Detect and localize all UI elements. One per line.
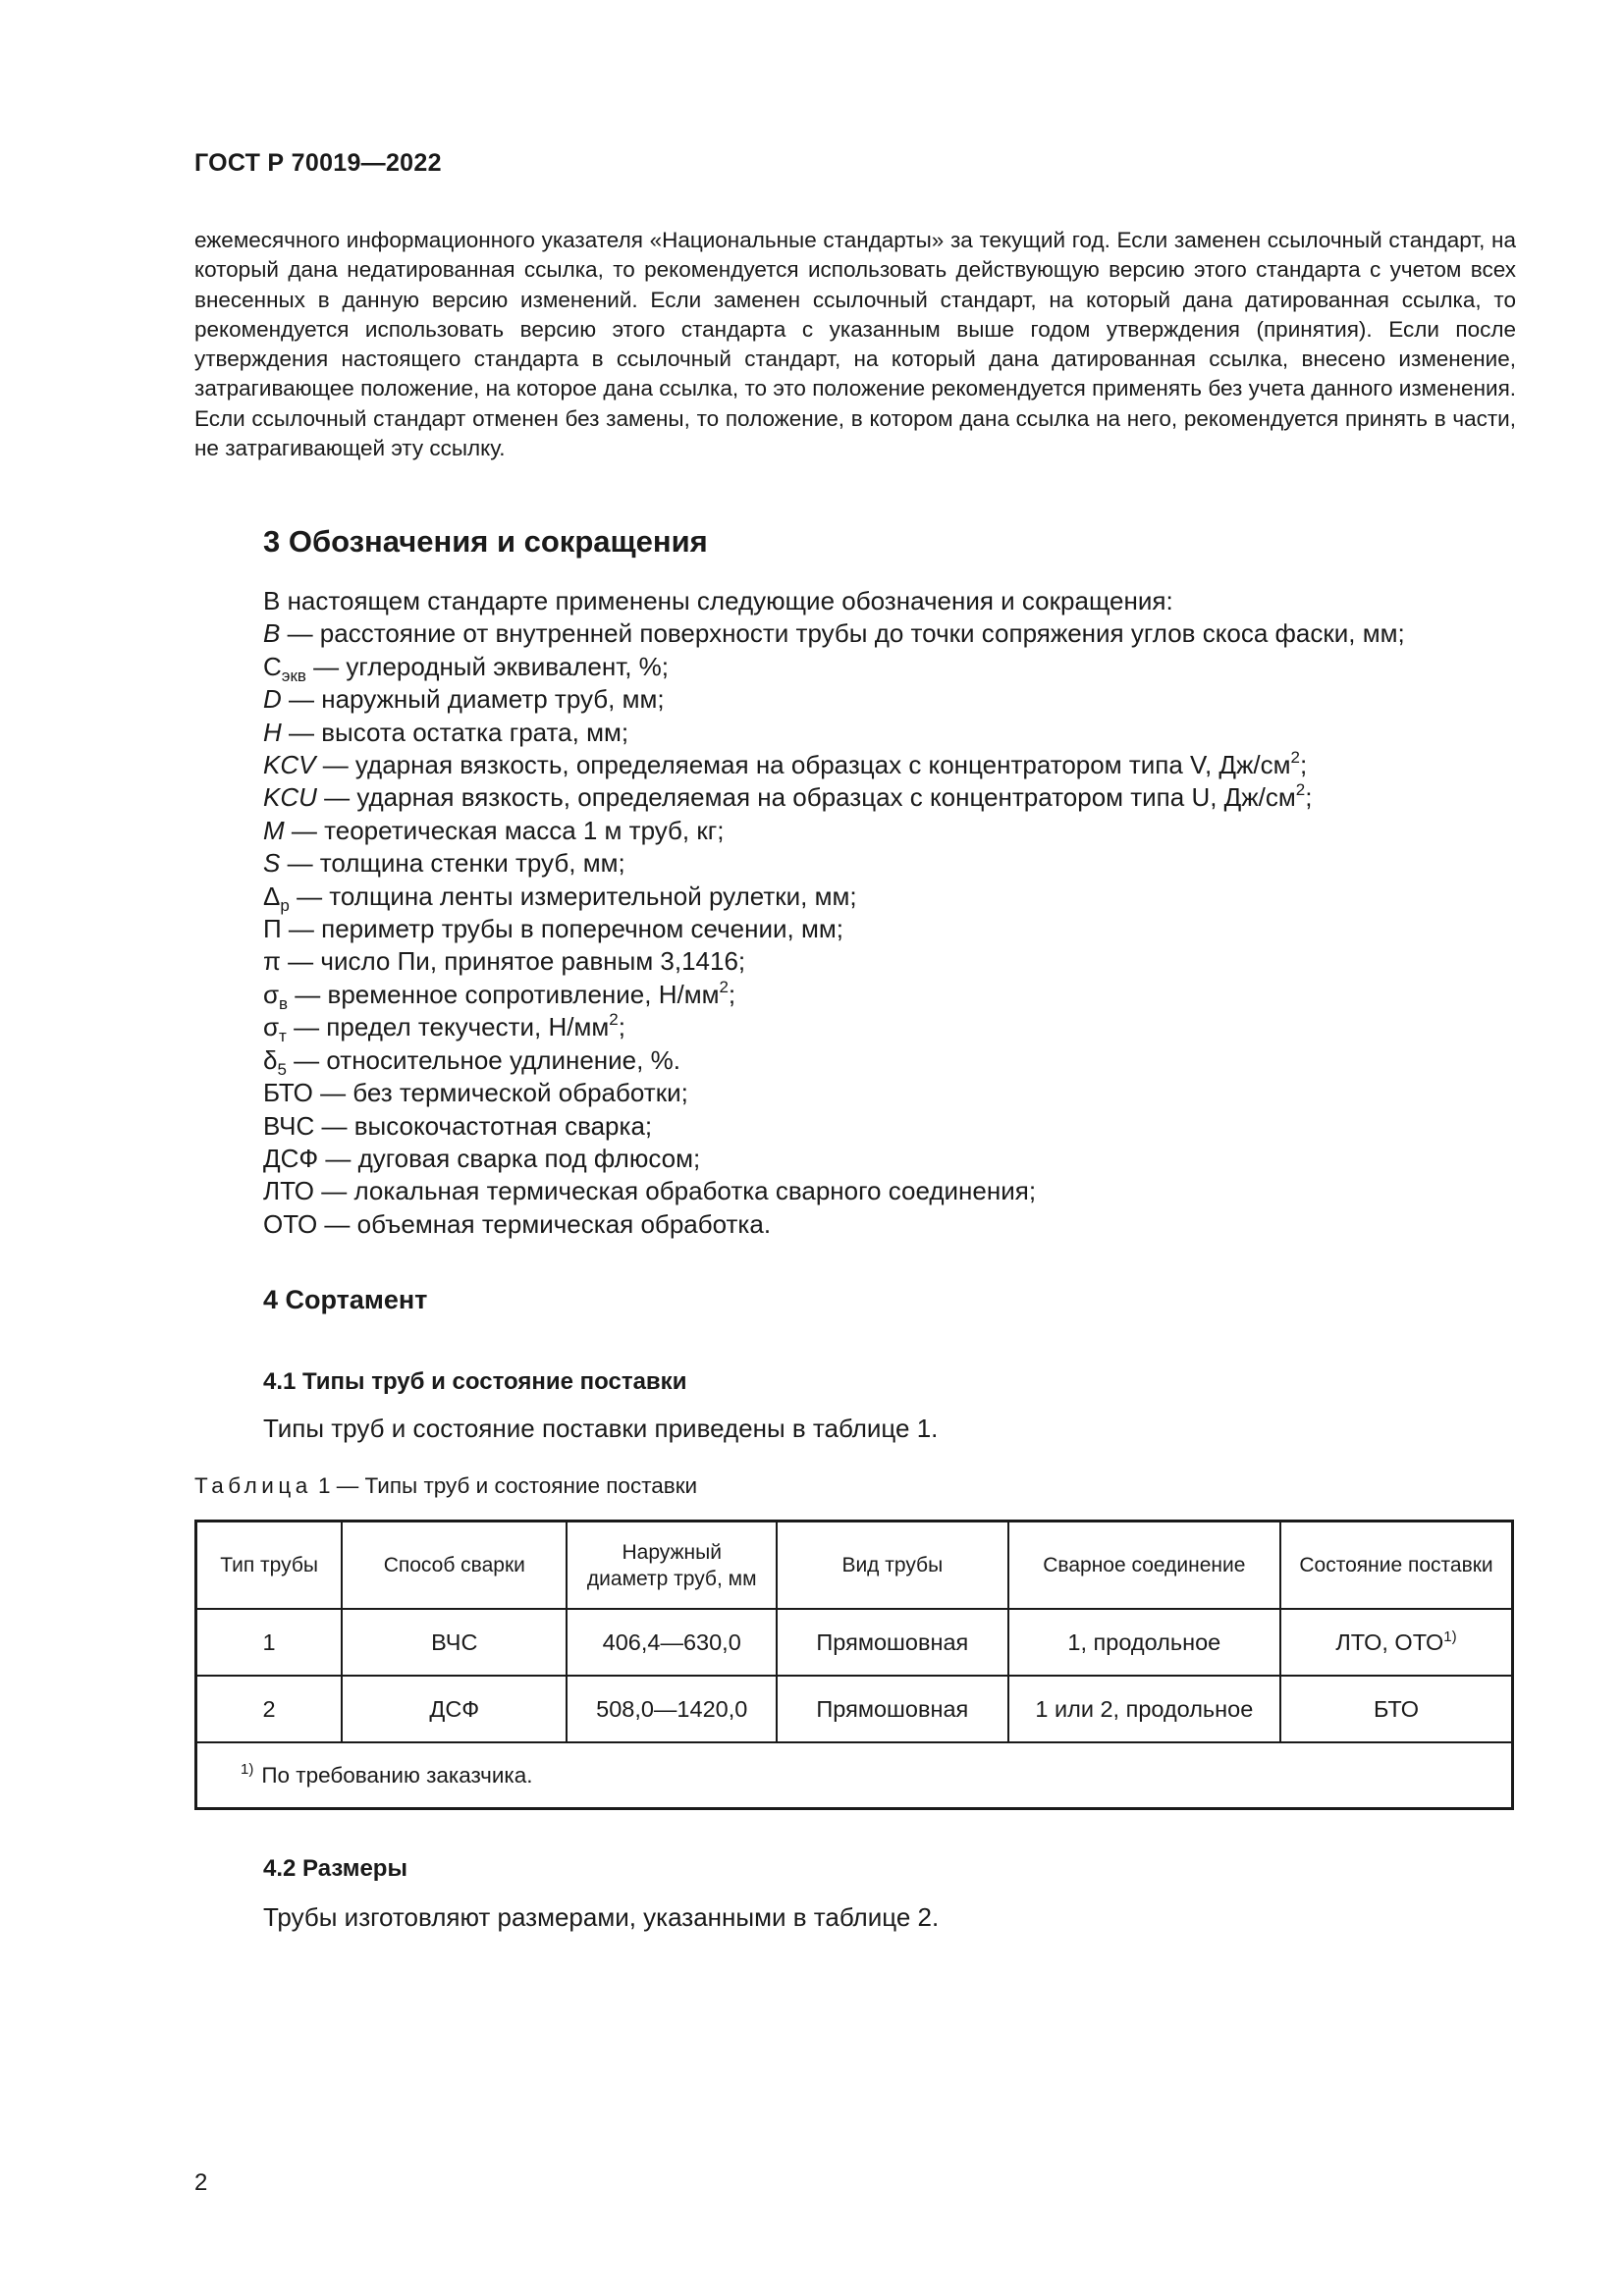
definition-item: KCU — ударная вязкость, определяемая на образцах с концентратором типа U, $Дж/см^2$;	[263, 780, 1313, 813]
subsection-4-1-text: Типы труб и состояние поставки приведены в таблице 1.	[263, 1414, 939, 1443]
subsection-4-1-heading: 4.1 Типы труб и состояние поставки	[263, 1368, 687, 1395]
col-header-welding-method: Способ сварки	[342, 1522, 567, 1610]
definitions-lead: В настоящем стандарте применены следующие обозначения и сокращения:	[263, 586, 1173, 615]
table-cell: ЛТО, ОТО$^{1)}$	[1280, 1609, 1512, 1676]
table-1-caption: Таблица 1 — Типы труб и состояние поставки	[194, 1473, 698, 1498]
table-row	[196, 1609, 1513, 1676]
definition-item: ДСФ — дуговая сварка под флюсом;	[263, 1143, 701, 1173]
definition-item: $\delta_5$ — относительное удлинение, %.	[263, 1044, 680, 1079]
subsection-4-2-heading: 4.2 Размеры	[263, 1855, 407, 1882]
definition-item: $C_{экв}$ — углеродный эквивалент, %;	[263, 651, 670, 685]
definition-item: ЛТО — локальная термическая обработка сварного соединения;	[263, 1176, 1037, 1206]
table-cell: 1, продольное	[1008, 1609, 1280, 1676]
intro-paragraph: ежемесячного информационного указателя «Национальные стандарты» за текущий год. Если заменен ссылочный стандарт, на который дана недатированная ссылка, то рекомендуется использовать действующую версию этого стандарта с учетом всех внесенных в данную версию изменений. Если заменен ссылочный стандарт, на который дана датированная ссылка, то рекомендуется использовать версию этого стандарта с указанным выше годом утверждения (принятия). Если после утверждения настоящего стандарта в ссылочный стандарт, на который дана датированная ссылка, внесено изменение, затрагивающее положение, на которое дана ссылка, то это положение рекомендуется применять без учета данного изменения. Если ссылочный стандарт отменен без замены, то положение, в котором дана ссылка на него, рекомендуется принять в части, не затрагивающей эту ссылку.	[194, 228, 1516, 461]
document-code-header: ГОСТ Р 70019—2022	[194, 149, 442, 177]
definition-item: ВЧС — высокочастотная сварка;	[263, 1110, 653, 1141]
page-number: 2	[194, 2169, 208, 2196]
col-header-pipe-kind: Вид трубы	[777, 1522, 1008, 1610]
table-1	[194, 1520, 1514, 1810]
table-cell: 1 или 2, продольное	[1008, 1676, 1280, 1742]
table-cell: 1	[196, 1609, 343, 1676]
col-header-outer-diameter: Наружный диаметр труб, мм	[567, 1522, 777, 1610]
definition-item: $\sigma_т$ — предел текучести, $Н/мм^2$;	[263, 1010, 625, 1046]
definition-item: π — число Пи, принятое равным 3,1416;	[263, 946, 746, 977]
definition-item: D — наружный диаметр труб, мм;	[263, 684, 665, 715]
definition-item: S — толщина стенки труб, мм;	[263, 848, 625, 879]
table-cell: 508,0—1420,0	[567, 1676, 777, 1742]
definition-item: B — расстояние от внутренней поверхности трубы до точки сопряжения углов скоса фаски, мм;	[263, 618, 1405, 649]
table-footnote-row	[196, 1742, 1513, 1809]
definition-item: П — периметр трубы в поперечном сечении, мм;	[263, 914, 843, 944]
table-cell: Прямошовная	[777, 1676, 1008, 1742]
col-header-weld-joint: Сварное соединение	[1008, 1522, 1280, 1610]
table-cell: ВЧС	[342, 1609, 567, 1676]
footnote-ref: 1)	[1443, 1628, 1457, 1645]
table-cell: 2	[196, 1676, 343, 1742]
table-footnote: $^{1)}$ По требованию заказчика.	[196, 1742, 1513, 1809]
col-header-pipe-type: Тип трубы	[196, 1522, 343, 1610]
definition-item: БТО — без термической обработки;	[263, 1078, 688, 1108]
definition-item: M — теоретическая масса 1 м труб, кг;	[263, 815, 725, 845]
definition-item: H — высота остатка грата, мм;	[263, 717, 629, 747]
definition-item: $\sigma_в$ — временное сопротивление, $Н/мм^2$;	[263, 977, 736, 1013]
table-cell: БТО	[1280, 1676, 1512, 1742]
definition-item: ОТО — объемная термическая обработка.	[263, 1208, 772, 1239]
col-header-delivery-state: Состояние поставки	[1280, 1522, 1512, 1610]
table-row	[196, 1676, 1513, 1742]
table-cell: 406,4—630,0	[567, 1609, 777, 1676]
section-4-heading: 4 Сортамент	[263, 1285, 428, 1314]
definition-item: KCV — ударная вязкость, определяемая на образцах с концентратором типа V, $Дж/см^2$;	[263, 748, 1308, 780]
table-cell: ДСФ	[342, 1676, 567, 1742]
subsection-4-2-text: Трубы изготовляют размерами, указанными в таблице 2.	[263, 1902, 940, 1932]
definitions-list	[263, 585, 1530, 1241]
section-3-heading: 3 Обозначения и сокращения	[263, 524, 708, 559]
table-header-row	[196, 1522, 1513, 1610]
definition-item: $\Delta_р$ — толщина ленты измерительной рулетки, мм;	[263, 881, 857, 915]
table-cell: Прямошовная	[777, 1609, 1008, 1676]
